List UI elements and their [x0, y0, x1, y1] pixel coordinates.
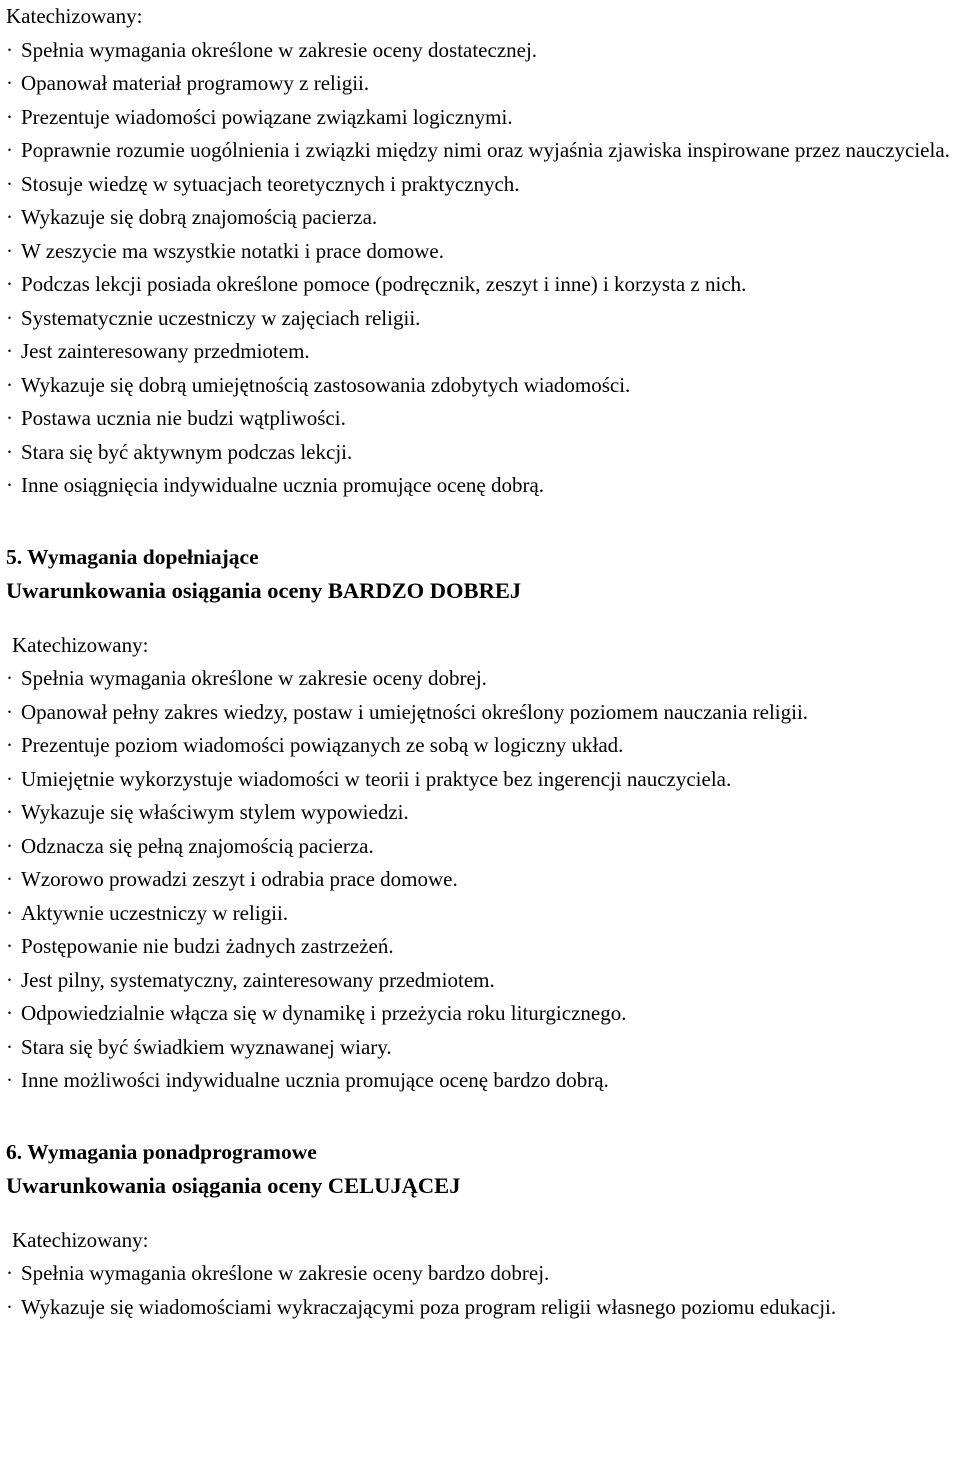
list-item-text: Wykazuje się wiadomościami wykraczającymi poza program religii własnego poziomu edukacji.	[21, 1294, 837, 1319]
section6-subheading: Uwarunkowania osiągania oceny CELUJĄCEJ	[6, 1172, 461, 1198]
list-item-text: Wykazuje się dobrą umiejętnością zastosowania zdobytych wiadomości.	[21, 372, 631, 397]
section6-heading: 6. Wymagania ponadprogramowe	[6, 1139, 317, 1164]
list-item	[6, 930, 960, 964]
section5-heading: 5. Wymagania dopełniające	[6, 544, 259, 569]
list-item	[6, 302, 960, 336]
bullet-icon: ·	[6, 1068, 13, 1092]
bullet-icon: ·	[6, 766, 13, 791]
list-item	[6, 436, 960, 470]
bullet-icon: ·	[6, 138, 13, 162]
list-item-text: Inne możliwości indywidualne ucznia promujące ocenę bardzo dobrą.	[21, 1068, 609, 1092]
list-item	[6, 369, 960, 403]
list-item	[6, 101, 960, 135]
bullet-icon: ·	[6, 666, 13, 690]
list-item	[6, 1064, 960, 1098]
list-item-text: Jest pilny, systematyczny, zainteresowany przedmiotem.	[21, 967, 495, 992]
bullet-icon: ·	[6, 733, 13, 757]
section5-list	[6, 662, 960, 1098]
bullet-icon: ·	[6, 1034, 13, 1059]
list-item-text: Postawa ucznia nie budzi wątpliwości.	[21, 406, 346, 430]
list-item-text: Spełnia wymagania określone w zakresie oceny dobrej.	[21, 666, 487, 690]
bullet-icon: ·	[6, 171, 13, 196]
bullet-icon: ·	[6, 406, 13, 430]
bullet-icon: ·	[6, 833, 13, 858]
bullet-icon: ·	[6, 339, 13, 363]
bullet-icon: ·	[6, 473, 13, 497]
list-item-text: Jest zainteresowany przedmiotem.	[21, 339, 310, 363]
bullet-icon: ·	[6, 967, 13, 992]
list-item	[6, 1291, 960, 1325]
list-item	[6, 997, 960, 1031]
list-item	[6, 796, 960, 830]
list-item	[6, 897, 960, 931]
bullet-icon: ·	[6, 372, 13, 397]
list-item	[6, 335, 960, 369]
list-item	[6, 696, 960, 730]
list-item-text: Opanował materiał programowy z religii.	[21, 71, 370, 95]
bullet-icon: ·	[6, 900, 13, 925]
bullet-icon: ·	[6, 37, 13, 62]
list-item-text: Umiejętnie wykorzystuje wiadomości w teorii i praktyce bez ingerencji nauczyciela.	[21, 766, 732, 791]
bullet-icon: ·	[6, 439, 13, 464]
list-item-text: Wykazuje się właściwym stylem wypowiedzi.	[21, 800, 409, 824]
document-page	[6, 0, 960, 1324]
bullet-icon: ·	[6, 305, 13, 330]
bullet-icon: ·	[6, 934, 13, 958]
section6-list	[6, 1257, 960, 1324]
list-item	[6, 235, 960, 269]
bullet-icon: ·	[6, 104, 13, 129]
list-item-text: Stara się być aktywnym podczas lekcji.	[21, 439, 353, 464]
list-item	[6, 402, 960, 436]
list-item-text: Poprawnie rozumie uogólnienia i związki między nimi oraz wyjaśnia zjawiska inspirowane przez nauczyciela.	[21, 138, 950, 162]
bullet-icon: ·	[6, 1001, 13, 1025]
list-item	[6, 134, 960, 168]
list-item-text: W zeszycie ma wszystkie notatki i prace domowe.	[21, 238, 444, 263]
list-item-text: Aktywnie uczestniczy w religii.	[21, 900, 289, 925]
list-item	[6, 201, 960, 235]
list-item	[6, 469, 960, 503]
bullet-icon: ·	[6, 272, 13, 296]
list-item	[6, 863, 960, 897]
list-item	[6, 67, 960, 101]
section5-label: Katechizowany:	[12, 632, 149, 657]
list-item	[6, 268, 960, 302]
section5-subheading: Uwarunkowania osiągania oceny BARDZO DOBREJ	[6, 577, 522, 603]
list-item-text: Podczas lekcji posiada określone pomoce (podręcznik, zeszyt i inne) i korzysta z nich.	[21, 272, 747, 296]
bullet-icon: ·	[6, 800, 13, 824]
list-item-text: Prezentuje wiadomości powiązane związkami logicznymi.	[21, 104, 513, 129]
bullet-icon: ·	[6, 1261, 13, 1285]
list-item	[6, 964, 960, 998]
bullet-icon: ·	[6, 238, 13, 263]
list-item-text: Inne osiągnięcia indywidualne ucznia promujące ocenę dobrą.	[21, 473, 545, 497]
list-item-text: Wykazuje się dobrą znajomością pacierza.	[21, 205, 378, 229]
list-item-text: Opanował pełny zakres wiedzy, postaw i umiejętności określony poziomem nauczania religii.	[21, 699, 809, 724]
section4-label: Katechizowany:	[6, 4, 143, 28]
list-item	[6, 830, 960, 864]
list-item	[6, 1257, 960, 1291]
section4-list	[6, 34, 960, 503]
list-item-text: Stosuje wiedzę w sytuacjach teoretycznych i praktycznych.	[21, 171, 520, 196]
list-item-text: Wzorowo prowadzi zeszyt i odrabia prace domowe.	[21, 867, 458, 891]
bullet-icon: ·	[6, 867, 13, 891]
list-item	[6, 168, 960, 202]
bullet-icon: ·	[6, 71, 13, 95]
bullet-icon: ·	[6, 205, 13, 229]
list-item	[6, 729, 960, 763]
list-item	[6, 662, 960, 696]
section6-label: Katechizowany:	[12, 1227, 149, 1252]
list-item-text: Postępowanie nie budzi żadnych zastrzeżeń.	[21, 934, 394, 958]
list-item-text: Systematycznie uczestniczy w zajęciach religii.	[21, 305, 421, 330]
list-item-text: Stara się być świadkiem wyznawanej wiary.	[21, 1034, 392, 1059]
list-item-text: Spełnia wymagania określone w zakresie oceny bardzo dobrej.	[21, 1261, 550, 1285]
list-item	[6, 763, 960, 797]
bullet-icon: ·	[6, 1294, 13, 1319]
list-item-text: Odpowiedzialnie włącza się w dynamikę i przeżycia roku liturgicznego.	[21, 1001, 627, 1025]
list-item	[6, 1031, 960, 1065]
bullet-icon: ·	[6, 699, 13, 724]
list-item-text: Prezentuje poziom wiadomości powiązanych ze sobą w logiczny układ.	[21, 733, 624, 757]
list-item-text: Spełnia wymagania określone w zakresie oceny dostatecznej.	[21, 37, 538, 62]
list-item-text: Odznacza się pełną znajomością pacierza.	[21, 833, 374, 858]
list-item	[6, 34, 960, 68]
